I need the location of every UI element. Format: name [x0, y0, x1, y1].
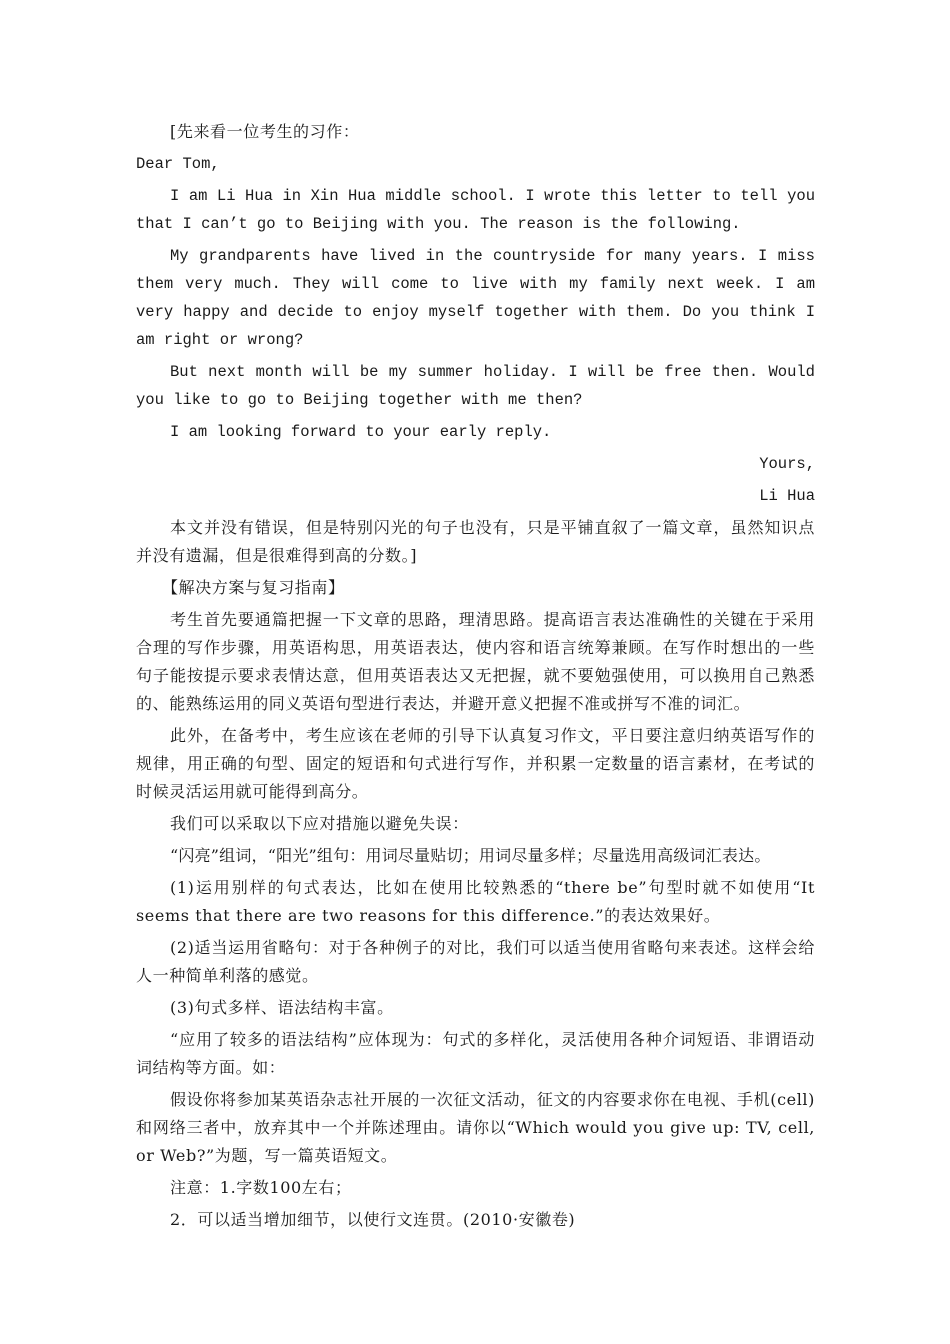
letter-paragraph-1: I am Li Hua in Xin Hua middle school. I wrote this letter to tell you that I can’t go to Beijing with you. The reason is the following. — [136, 187, 815, 233]
guide-paragraph-4: “闪亮”组词，“阳光”组句：用词尽量贴切；用词尽量多样；尽量选用高级词汇表达。 — [170, 846, 771, 865]
letter-salutation: Dear Tom, — [136, 155, 220, 173]
letter-paragraph-2: My grandparents have lived in the countryside for many years. I miss them very much. They will come to live with my family next week. I am very happy and decide to enjoy myself together with them. Do you think I am right or wrong? — [136, 247, 815, 349]
essay-comment: 本文并没有错误，但是特别闪光的句子也没有，只是平铺直叙了一篇文章，虽然知识点并没有遗漏，但是很难得到高的分数。] — [136, 518, 815, 565]
guide-paragraph-2: 此外，在备考中，考生应该在老师的引导下认真复习作文，平日要注意归纳英语写作的规律，用正确的句型、固定的短语和句式进行写作，并积累一定数量的语言素材，在考试的时候灵活运用就可能得到高分。 — [136, 726, 815, 801]
letter-paragraph-3: But next month will be my summer holiday. I will be free then. Would you like to go to Beijing together with me then? — [136, 363, 815, 409]
guide-note-2: 2．可以适当增加细节，以使行文连贯。(2010·安徽卷) — [170, 1210, 576, 1229]
guide-paragraph-3: 我们可以采取以下应对措施以避免失误： — [170, 814, 469, 833]
guide-paragraph-5: “应用了较多的语法结构”应体现为：句式的多样化，灵活使用各种介词短语、非谓语动词结构等方面。如： — [136, 1030, 815, 1077]
document-body — [136, 118, 815, 1238]
guide-paragraph-6: 假设你将参加某英语杂志社开展的一次征文活动，征文的内容要求你在电视、手机(cell)和网络三者中，放弃其中一个并陈述理由。请你以“Which would you give up: TV, cell, or Web?”为题，写一篇英语短文。 — [136, 1090, 815, 1165]
letter-paragraph-4: I am looking forward to your early reply. — [170, 423, 552, 441]
letter-signature: Li Hua — [759, 487, 815, 505]
guide-paragraph-1: 考生首先要通篇把握一下文章的思路，理清思路。提高语言表达准确性的关键在于采用合理的写作步骤，用英语构思，用英语表达，使内容和语言统筹兼顾。在写作时想出的一些句子能按提示要求表情达意，但用英语表达又无把握，就不要勉强使用，可以换用自己熟悉的、能熟练运用的同义英语句型进行表达，并避开意义把握不准或拼写不准的词汇。 — [136, 610, 815, 713]
letter-closing: Yours, — [759, 455, 815, 473]
section-heading: 【解决方案与复习指南】 — [162, 578, 345, 597]
essay-intro: [先来看一位考生的习作： — [170, 122, 360, 141]
guide-item-3: (3)句式多样、语法结构丰富。 — [170, 998, 394, 1017]
guide-note-1: 注意：1.字数100左右； — [170, 1178, 352, 1197]
guide-item-1: (1)运用别样的句式表达，比如在使用比较熟悉的“there be”句型时就不如使用“It seems that there are two reasons for this difference.”的表达效果好。 — [136, 878, 815, 925]
guide-item-2: (2)适当运用省略句：对于各种例子的对比，我们可以适当使用省略句来表述。这样会给人一种简单利落的感觉。 — [136, 938, 815, 985]
